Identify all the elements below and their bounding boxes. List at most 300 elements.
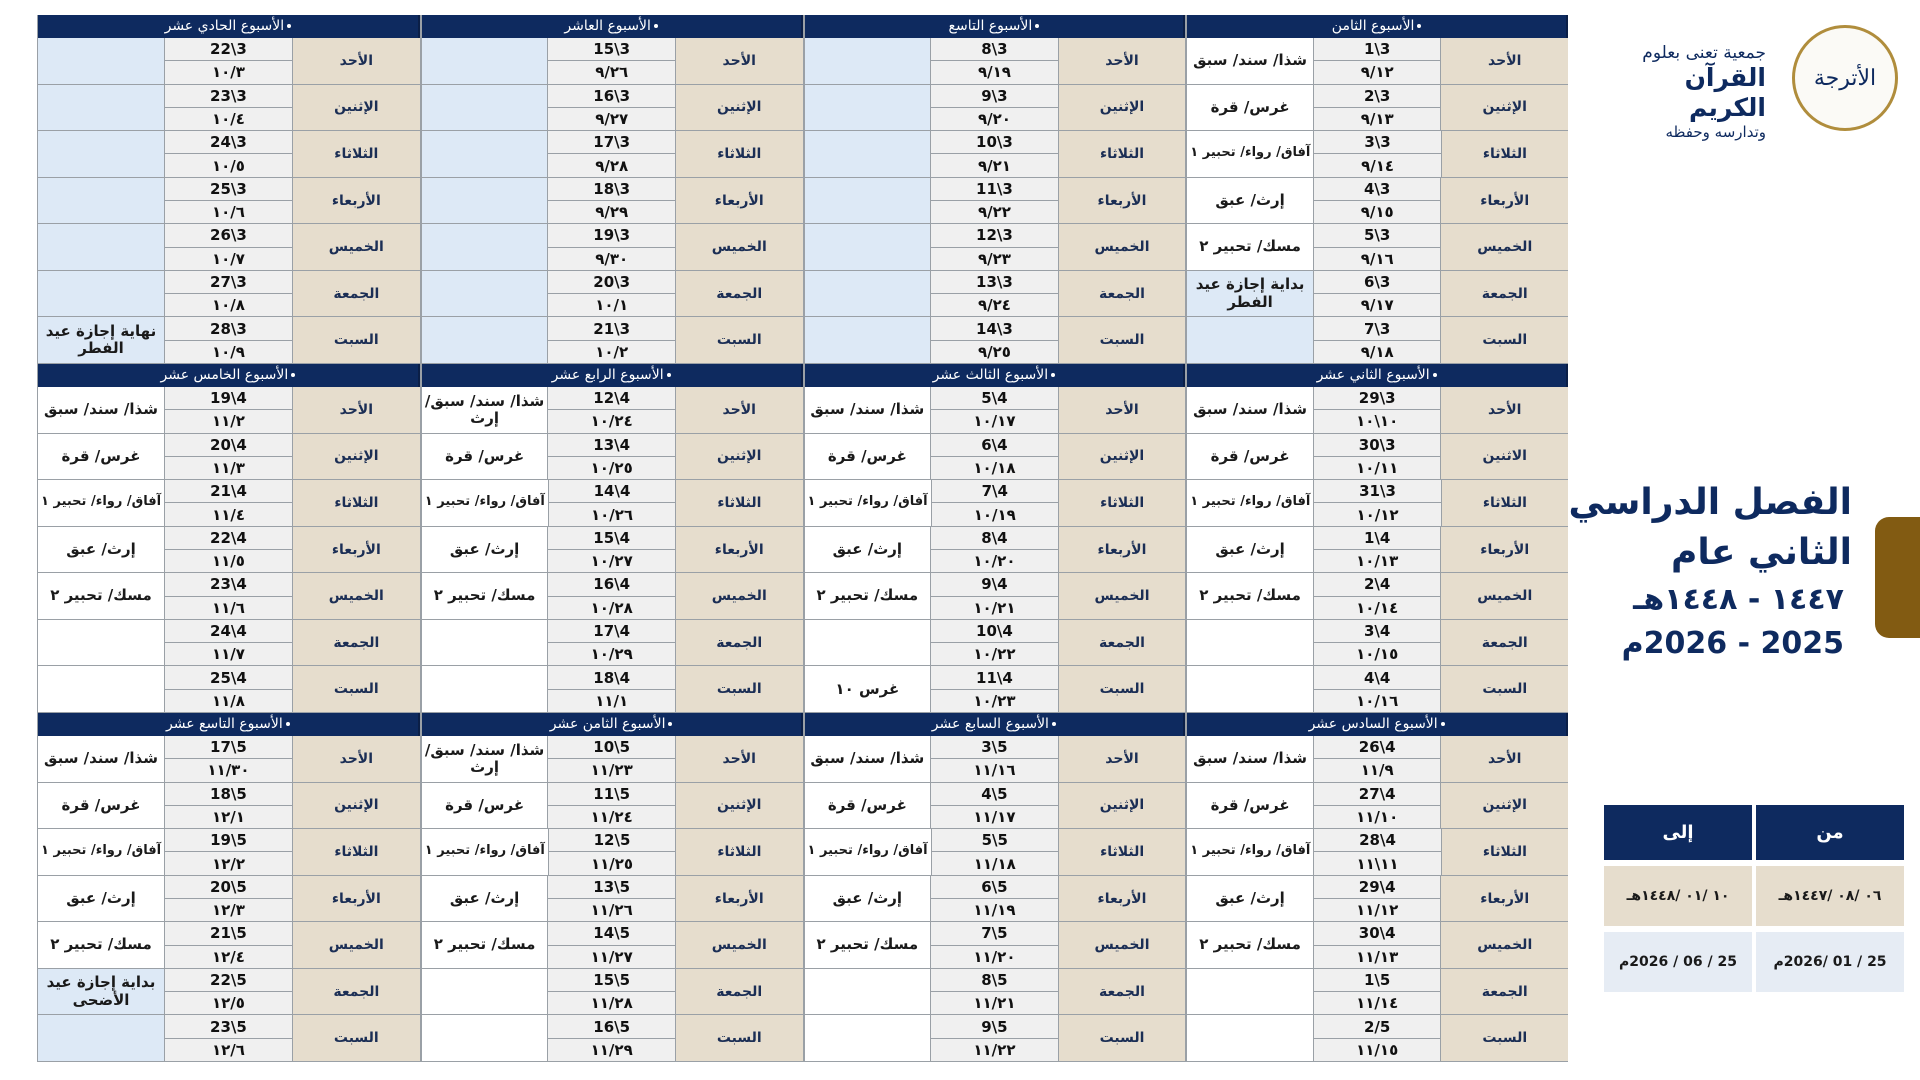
day-row — [38, 620, 420, 667]
gregorian-month-day: ١٠/٩ — [165, 341, 292, 363]
date-cell — [164, 271, 292, 317]
group-note: مسك/ تحبير ٢ — [1187, 922, 1313, 968]
holiday-note — [422, 317, 548, 363]
date-cell — [930, 387, 1058, 433]
day-name: الجمعة — [1440, 969, 1568, 1015]
day-name: الجمعة — [1058, 620, 1186, 666]
holiday-note — [38, 85, 164, 131]
group-note: آفاق/ رواء/ تحبير ١ — [805, 829, 931, 875]
day-name: الأربعاء — [675, 178, 803, 224]
holiday-note — [805, 317, 931, 363]
gregorian-month-day: ١١/٢٧ — [548, 946, 675, 968]
day-name: السبت — [292, 666, 420, 712]
gregorian-month-day: ١١/٣ — [165, 457, 292, 479]
date-cell — [931, 829, 1058, 875]
gregorian-month-day: ١٠/٥ — [165, 154, 292, 176]
day-row — [422, 527, 803, 574]
day-name: الأحد — [292, 387, 420, 433]
group-note: مسك/ تحبير ٢ — [1187, 573, 1313, 619]
group-note — [1187, 620, 1313, 666]
day-name: الخميس — [675, 922, 803, 968]
day-row — [422, 85, 803, 132]
day-name: الخميس — [1440, 224, 1568, 270]
date-cell — [1313, 620, 1441, 666]
week-header — [805, 713, 1186, 736]
week-title: الأسبوع الثامن عشر — [549, 716, 666, 732]
day-row — [1187, 829, 1568, 876]
hijri-date: 15\3 — [548, 38, 675, 61]
date-cell — [1313, 480, 1440, 526]
date-cell — [1313, 969, 1441, 1015]
bullet-icon — [1052, 722, 1056, 726]
bullet-icon — [1433, 373, 1437, 377]
week-title: الأسبوع السادس عشر — [1308, 716, 1438, 732]
gregorian-month-day: ١٠/٢٠ — [931, 550, 1058, 572]
week-title: الأسبوع الرابع عشر — [551, 367, 664, 383]
date-cell — [547, 271, 675, 317]
bullet-icon — [286, 722, 290, 726]
group-note: غرس/ قرة — [422, 434, 548, 480]
date-cell — [1313, 178, 1441, 224]
week-band — [37, 713, 1568, 1062]
gregorian-month-day: ١٠/١٢ — [1314, 503, 1440, 525]
hijri-date: 16\5 — [548, 1015, 675, 1038]
week-header — [422, 713, 803, 736]
group-note: غرس ١٠ — [805, 666, 931, 712]
week-title: الأسبوع الثاني عشر — [1316, 367, 1430, 383]
day-row — [1187, 271, 1568, 318]
hijri-date: 23\5 — [165, 1015, 292, 1038]
week-band — [37, 364, 1568, 713]
hijri-date: 8\5 — [931, 969, 1058, 992]
week-title: الأسبوع التاسع عشر — [166, 716, 283, 732]
gregorian-month-day: ١٠/٢٩ — [548, 643, 675, 665]
gregorian-month-day: ١٠\١٠ — [1314, 410, 1441, 432]
day-row — [38, 829, 420, 876]
day-row — [38, 527, 420, 574]
group-note: آفاق/ رواء/ تحبير ١ — [1187, 131, 1313, 177]
day-name: الأحد — [675, 38, 803, 84]
gregorian-month-day: ١٠/٢١ — [931, 597, 1058, 619]
day-row — [38, 434, 420, 481]
date-cell — [1313, 224, 1441, 270]
day-row — [805, 666, 1186, 713]
group-note: شذا/ سند/ سبق/ إرث — [422, 736, 548, 782]
holiday-note: بداية إجازة عيد الأضحى — [38, 969, 164, 1015]
range-gregorian-to: 25 / 06 / 2026م — [1604, 932, 1752, 992]
date-cell — [547, 317, 675, 363]
day-row — [422, 736, 803, 783]
gregorian-month-day: ١١/٢٥ — [549, 852, 675, 874]
day-row — [805, 969, 1186, 1016]
day-name: السبت — [675, 666, 803, 712]
gregorian-month-day: ١١/١٧ — [931, 806, 1058, 828]
day-name: الجمعة — [675, 969, 803, 1015]
range-hijri-to: ١٠ /٠١ /١٤٤٨هـ — [1604, 866, 1752, 926]
date-cell — [1313, 527, 1441, 573]
hijri-date: 7\4 — [932, 480, 1058, 503]
group-note: آفاق/ رواء/ تحبير ١ — [422, 480, 548, 526]
day-row — [422, 224, 803, 271]
day-row — [805, 783, 1186, 830]
hijri-date: 16\4 — [548, 573, 675, 596]
gregorian-month-day: ٩/١٨ — [1314, 341, 1441, 363]
day-row — [38, 480, 420, 527]
group-note: إرث/ عبق — [1187, 178, 1313, 224]
day-name: الأربعاء — [1058, 527, 1186, 573]
gregorian-month-day: ١٢/٦ — [165, 1039, 292, 1061]
hijri-date: 9\3 — [931, 85, 1058, 108]
hijri-date: 12\3 — [931, 224, 1058, 247]
logo-line-3: وتدارسه وحفظه — [1665, 123, 1766, 141]
gregorian-month-day: ٩/٢٩ — [548, 201, 675, 223]
bullet-icon — [287, 24, 291, 28]
gregorian-month-day: ١٠/٧ — [165, 248, 292, 270]
day-name: الأحد — [292, 736, 420, 782]
gregorian-month-day: ١٠/١١ — [1314, 457, 1441, 479]
day-name: الخميس — [1058, 224, 1186, 270]
date-cell — [930, 271, 1058, 317]
hijri-date: 25\3 — [165, 178, 292, 201]
group-note: إرث/ عبق — [1187, 527, 1313, 573]
date-cell — [164, 666, 292, 712]
gregorian-month-day: ١٠/٢٥ — [548, 457, 675, 479]
range-gregorian-row — [1604, 932, 1904, 992]
date-cell — [164, 131, 292, 177]
day-row — [1187, 876, 1568, 923]
hijri-date: 29\4 — [1314, 876, 1441, 899]
hijri-date: 14\4 — [549, 480, 675, 503]
date-cell — [930, 434, 1058, 480]
gregorian-month-day: ١١/١٠ — [1314, 806, 1441, 828]
date-cell — [547, 38, 675, 84]
date-cell — [547, 620, 675, 666]
day-row — [1187, 480, 1568, 527]
hijri-date: 1\5 — [1314, 969, 1441, 992]
day-name: الإثنين — [1440, 783, 1568, 829]
holiday-note: بداية إجازة عيد الفطر — [1187, 271, 1313, 317]
holiday-note — [422, 131, 548, 177]
day-name: الأحد — [292, 38, 420, 84]
day-name: الخميس — [675, 573, 803, 619]
range-gregorian-from: 25 / 01 /2026م — [1756, 932, 1904, 992]
day-name: السبت — [1058, 666, 1186, 712]
date-cell — [547, 783, 675, 829]
date-cell — [547, 85, 675, 131]
group-note — [1187, 1015, 1313, 1061]
week-header — [1187, 364, 1568, 387]
day-row — [422, 666, 803, 713]
gregorian-month-day: ١٠/١٥ — [1314, 643, 1441, 665]
holiday-note — [422, 85, 548, 131]
day-name: الخميس — [1440, 922, 1568, 968]
date-cell — [930, 666, 1058, 712]
date-cell — [1313, 317, 1441, 363]
week-title: الأسبوع العاشر — [564, 18, 651, 34]
day-name: الثلاثاء — [675, 829, 802, 875]
hijri-date: 4\3 — [1314, 178, 1441, 201]
week-title: الأسبوع الخامس عشر — [160, 367, 289, 383]
bullet-icon — [668, 722, 672, 726]
day-name: الجمعة — [292, 271, 420, 317]
day-row — [805, 527, 1186, 574]
gregorian-month-day: ١١/٥ — [165, 550, 292, 572]
group-note — [805, 620, 931, 666]
day-name: الأحد — [1440, 38, 1568, 84]
week-column — [420, 364, 803, 713]
gregorian-month-day: ١١/١٤ — [1314, 992, 1441, 1014]
gregorian-month-day: ١٢/٢ — [165, 852, 292, 874]
day-name: الإثنين — [675, 434, 803, 480]
group-note — [38, 620, 164, 666]
holiday-note — [38, 1015, 164, 1061]
day-row — [805, 1015, 1186, 1062]
holiday-note — [422, 224, 548, 270]
gregorian-month-day: ١١/٢٨ — [548, 992, 675, 1014]
date-cell — [1313, 922, 1441, 968]
day-row — [1187, 1015, 1568, 1062]
day-name: الأحد — [675, 736, 803, 782]
day-name: السبت — [1440, 666, 1568, 712]
week-title: الأسبوع الثالث عشر — [932, 367, 1049, 383]
date-cell — [547, 224, 675, 270]
gregorian-month-day: ٩/٢٣ — [931, 248, 1058, 270]
gregorian-month-day: ٩/٢٧ — [548, 108, 675, 130]
day-row — [1187, 922, 1568, 969]
date-cell — [930, 620, 1058, 666]
hijri-date: 28\3 — [165, 317, 292, 340]
bullet-icon — [291, 373, 295, 377]
day-row — [422, 38, 803, 85]
holiday-note — [38, 38, 164, 84]
gregorian-month-day: ٩/١٤ — [1314, 154, 1440, 176]
day-name: الجمعة — [1440, 271, 1568, 317]
day-row — [38, 317, 420, 364]
day-row — [805, 387, 1186, 434]
hijri-date: 18\4 — [548, 666, 675, 689]
holiday-note — [38, 178, 164, 224]
holiday-note — [805, 178, 931, 224]
gregorian-month-day: ٩/١٧ — [1314, 294, 1441, 316]
group-note: آفاق/ رواء/ تحبير ١ — [422, 829, 548, 875]
day-row — [38, 783, 420, 830]
holiday-note — [805, 131, 931, 177]
day-name: الاثنين — [1440, 434, 1568, 480]
hijri-date: 13\4 — [548, 434, 675, 457]
day-row — [805, 922, 1186, 969]
group-note: شذا/ سند/ سبق — [38, 387, 164, 433]
day-row — [1187, 620, 1568, 667]
week-header — [1187, 713, 1568, 736]
gregorian-month-day: ١١/٢٣ — [548, 759, 675, 781]
hijri-date: 19\5 — [165, 829, 292, 852]
day-row — [805, 178, 1186, 225]
gregorian-month-day: ١١/٣٠ — [165, 759, 292, 781]
day-row — [422, 317, 803, 364]
day-name: الجمعة — [292, 969, 420, 1015]
week-title: الأسبوع الحادي عشر — [164, 18, 285, 34]
week-title: الأسبوع السابع عشر — [931, 716, 1049, 732]
gregorian-month-day: ١١/٢٠ — [931, 946, 1058, 968]
holiday-note — [422, 271, 548, 317]
day-row — [422, 922, 803, 969]
day-name: السبت — [292, 1015, 420, 1061]
date-cell — [930, 131, 1058, 177]
date-cell — [164, 527, 292, 573]
group-note: شذا/ سند/ سبق — [805, 736, 931, 782]
title-gregorian-years: 2025 - 2026م — [1621, 626, 1844, 661]
date-cell — [164, 85, 292, 131]
hijri-date: 5\5 — [932, 829, 1058, 852]
group-note: آفاق/ رواء/ تحبير ١ — [38, 480, 164, 526]
group-note: شذا/ سند/ سبق — [1187, 387, 1313, 433]
gregorian-month-day: ٩/١٥ — [1314, 201, 1441, 223]
gregorian-month-day: ١٠/٢ — [548, 341, 675, 363]
week-column — [1185, 15, 1568, 364]
day-name: الجمعة — [292, 620, 420, 666]
day-name: الأربعاء — [675, 876, 803, 922]
gregorian-month-day: ١١/٢٦ — [548, 899, 675, 921]
holiday-note — [805, 38, 931, 84]
day-row — [1187, 666, 1568, 713]
date-cell — [164, 480, 292, 526]
hijri-date: 21\4 — [165, 480, 292, 503]
group-note: شذا/ سند/ سبق — [805, 387, 931, 433]
week-header — [805, 15, 1186, 38]
day-row — [38, 969, 420, 1016]
date-cell — [1313, 876, 1441, 922]
day-row — [1187, 131, 1568, 178]
day-row — [38, 666, 420, 713]
gregorian-month-day: ١٠/١٣ — [1314, 550, 1441, 572]
day-name: الإثنين — [1440, 85, 1568, 131]
day-name: الثلاثاء — [1058, 480, 1185, 526]
group-note: آفاق/ رواء/ تحبير ١ — [805, 480, 931, 526]
day-name: الأربعاء — [1058, 876, 1186, 922]
date-cell — [1313, 666, 1441, 712]
date-cell — [930, 922, 1058, 968]
day-name: الأربعاء — [1440, 876, 1568, 922]
day-row — [38, 131, 420, 178]
decorative-gold-tab — [1875, 517, 1920, 638]
range-hijri-row — [1604, 866, 1904, 926]
hijri-date: 23\3 — [165, 85, 292, 108]
hijri-date: 17\5 — [165, 736, 292, 759]
hijri-date: 4\5 — [931, 783, 1058, 806]
group-note: آفاق/ رواء/ تحبير ١ — [38, 829, 164, 875]
group-note — [422, 666, 548, 712]
day-row — [422, 131, 803, 178]
day-name: الأربعاء — [292, 527, 420, 573]
day-row — [422, 573, 803, 620]
group-note — [38, 666, 164, 712]
gregorian-month-day: ١٠/٢٧ — [548, 550, 675, 572]
hijri-date: 1\4 — [1314, 527, 1441, 550]
hijri-date: 5\4 — [931, 387, 1058, 410]
day-row — [1187, 317, 1568, 364]
hijri-date: 30\3 — [1314, 434, 1441, 457]
day-row — [422, 829, 803, 876]
day-name: الخميس — [292, 573, 420, 619]
date-cell — [164, 736, 292, 782]
week-title: الأسبوع الثامن — [1331, 18, 1415, 34]
date-cell — [547, 1015, 675, 1061]
gregorian-month-day: ١١/١٨ — [932, 852, 1058, 874]
gregorian-month-day: ١٠/١٤ — [1314, 597, 1441, 619]
date-cell — [930, 38, 1058, 84]
date-cell — [547, 573, 675, 619]
date-cell — [164, 317, 292, 363]
group-note: إرث/ عبق — [38, 876, 164, 922]
day-row — [422, 1015, 803, 1062]
date-cell — [547, 666, 675, 712]
week-header — [422, 364, 803, 387]
hijri-date: 22\4 — [165, 527, 292, 550]
day-row — [38, 1015, 420, 1062]
hijri-date: 31\3 — [1314, 480, 1440, 503]
day-row — [1187, 783, 1568, 830]
gregorian-month-day: ١١/٢٤ — [548, 806, 675, 828]
group-note: آفاق/ رواء/ تحبير ١ — [1187, 829, 1313, 875]
date-cell — [547, 131, 675, 177]
bullet-icon — [667, 373, 671, 377]
gregorian-month-day: ٩/١٢ — [1314, 61, 1441, 83]
date-cell — [164, 178, 292, 224]
hijri-date: 15\4 — [548, 527, 675, 550]
group-note: غرس/ قرة — [1187, 85, 1313, 131]
day-name: الخميس — [292, 922, 420, 968]
hijri-date: 24\4 — [165, 620, 292, 643]
gregorian-month-day: ١٠/٦ — [165, 201, 292, 223]
hijri-date: 26\4 — [1314, 736, 1441, 759]
day-name: الخميس — [1058, 922, 1186, 968]
group-note — [422, 969, 548, 1015]
hijri-date: 11\3 — [931, 178, 1058, 201]
day-name: الأحد — [1440, 736, 1568, 782]
holiday-note — [422, 178, 548, 224]
gregorian-month-day: ١٠/٢٤ — [548, 410, 675, 432]
gregorian-month-day: ١٢/٤ — [165, 946, 292, 968]
hijri-date: 5\3 — [1314, 224, 1441, 247]
gregorian-month-day: ١١/١٢ — [1314, 899, 1441, 921]
hijri-date: 7\3 — [1314, 317, 1441, 340]
group-note — [422, 620, 548, 666]
day-row — [422, 783, 803, 830]
day-name: الأحد — [1058, 387, 1186, 433]
date-cell — [1313, 434, 1441, 480]
day-row — [38, 271, 420, 318]
holiday-note — [422, 38, 548, 84]
gregorian-month-day: ٩/١٦ — [1314, 248, 1441, 270]
day-name: الأربعاء — [1440, 178, 1568, 224]
date-cell — [930, 1015, 1058, 1061]
bullet-icon — [1441, 722, 1445, 726]
group-note — [805, 1015, 931, 1061]
hijri-date: 6\3 — [1314, 271, 1441, 294]
gregorian-month-day: ١١/١٦ — [931, 759, 1058, 781]
hijri-date: 8\3 — [931, 38, 1058, 61]
day-row — [805, 876, 1186, 923]
hijri-date: 19\3 — [548, 224, 675, 247]
gregorian-month-day: ٩/٢٠ — [931, 108, 1058, 130]
gregorian-month-day: ١٠/٢٣ — [931, 690, 1058, 712]
hijri-date: 27\4 — [1314, 783, 1441, 806]
gregorian-month-day: ١١/٨ — [165, 690, 292, 712]
day-name: الأحد — [675, 387, 803, 433]
group-note: إرث/ عبق — [805, 876, 931, 922]
week-header — [38, 713, 420, 736]
day-name: الأربعاء — [1440, 527, 1568, 573]
